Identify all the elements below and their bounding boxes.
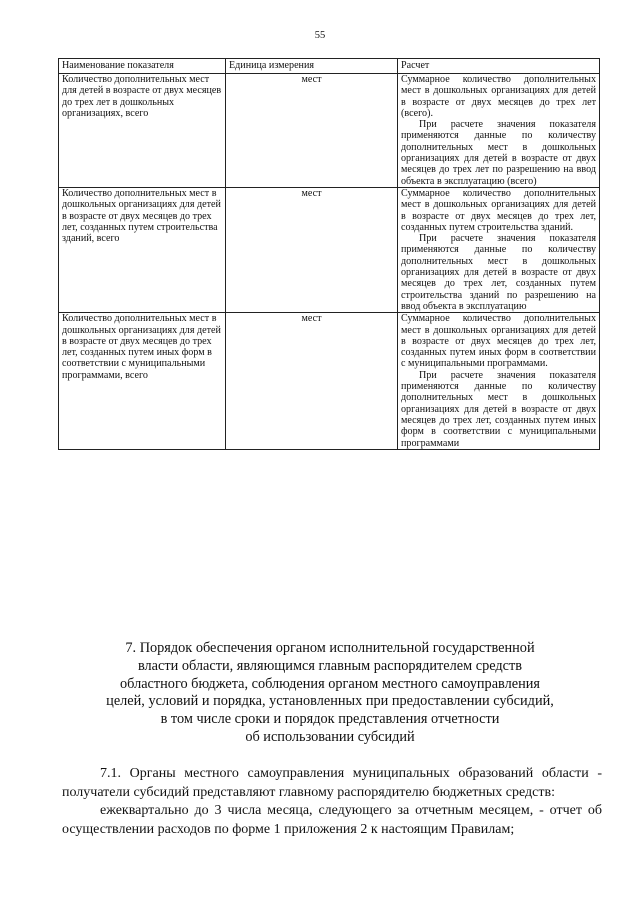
unit-cell: мест: [226, 313, 398, 450]
indicators-table: [58, 58, 600, 450]
calculation-text: Суммарное количество дополнительных мест в дошкольных организациях для детей в возрасте от двух месяцев до трех лет, созданных путем иных форм в соответствии с муниципальными программами.: [401, 313, 596, 370]
table-row: [59, 74, 600, 188]
table-row: [59, 187, 600, 312]
heading-line: власти области, являющимся главным распорядителем средств: [137, 657, 523, 674]
paragraph: 7.1. Органы местного самоуправления муниципальных образований области - получатели субсидий представляют главному распорядителю бюджетных средств:: [62, 766, 602, 800]
indicator-name-cell: Количество дополнительных мест в дошкольных организациях для детей в возрасте от двух месяцев до трех лет, созданных путем иных форм в соответствии с муниципальными программами, всего: [59, 313, 226, 450]
unit-cell: мест: [226, 187, 398, 312]
calculation-text: Суммарное количество дополнительных мест в дошкольных организациях для детей в возрасте от двух месяцев до трех лет (всего).: [401, 74, 596, 119]
calculation-text: Суммарное количество дополнительных мест в дошкольных организациях для детей в возрасте от двух месяцев до трех лет, созданных путем строительства зданий.: [401, 187, 596, 233]
section-heading: [70, 640, 590, 747]
heading-line: целей, условий и порядка, установленных при предоставлении субсидий,: [106, 693, 554, 710]
header-indicator-name: Наименование показателя: [59, 59, 226, 74]
table-header-row: [59, 59, 600, 74]
heading-line: в том числе сроки и порядок представления отчетности: [160, 711, 500, 728]
indicator-name-cell: Количество дополнительных мест для детей в возрасте от двух месяцев до трех лет в дошкольных организациях, всего: [59, 74, 226, 188]
body-text: [62, 765, 602, 839]
table-row: [59, 313, 600, 450]
unit-cell: мест: [226, 74, 398, 188]
indicator-name-cell: Количество дополнительных мест в дошкольных организациях для детей в возрасте от двух месяцев до трех лет, созданных путем строительства зданий, всего: [59, 187, 226, 312]
calculation-text: При расчете значения показателя применяются данные по количеству дополнительных мест в дошкольных организациях для детей в возрасте от двух месяцев до трех лет по разрешению на ввод объекта в эксплуатацию (всего): [401, 119, 596, 187]
heading-line: 7. Порядок обеспечения органом исполнительной государственной: [125, 640, 535, 656]
calculation-text: При расчете значения показателя применяются данные по количеству дополнительных мест в дошкольных организациях для детей в возрасте от двух месяцев до трех лет, созданных путем строительства зданий по разрешению на ввод объекта в эксплуатацию: [401, 233, 596, 312]
paragraph: ежеквартально до 3 числа месяца, следующего за отчетным месяцем, - отчет об осуществлении расходов по форме 1 приложения 2 к настоящим Правилам;: [62, 803, 602, 837]
calculation-cell: [398, 187, 600, 312]
calculation-cell: [398, 74, 600, 188]
header-calculation: Расчет: [398, 59, 600, 74]
header-unit: Единица измерения: [226, 59, 398, 74]
calculation-text: При расчете значения показателя применяются данные по количеству дополнительных мест в дошкольных организациях для детей в возрасте от двух месяцев до трех лет, созданных путем иных форм в соответствии с муниципальными программами: [401, 369, 596, 449]
calculation-cell: [398, 313, 600, 450]
heading-line: областного бюджета, соблюдения органом местного самоуправления: [120, 675, 540, 692]
heading-line: об использовании субсидий: [245, 728, 415, 745]
page-number: 55: [314, 30, 326, 41]
